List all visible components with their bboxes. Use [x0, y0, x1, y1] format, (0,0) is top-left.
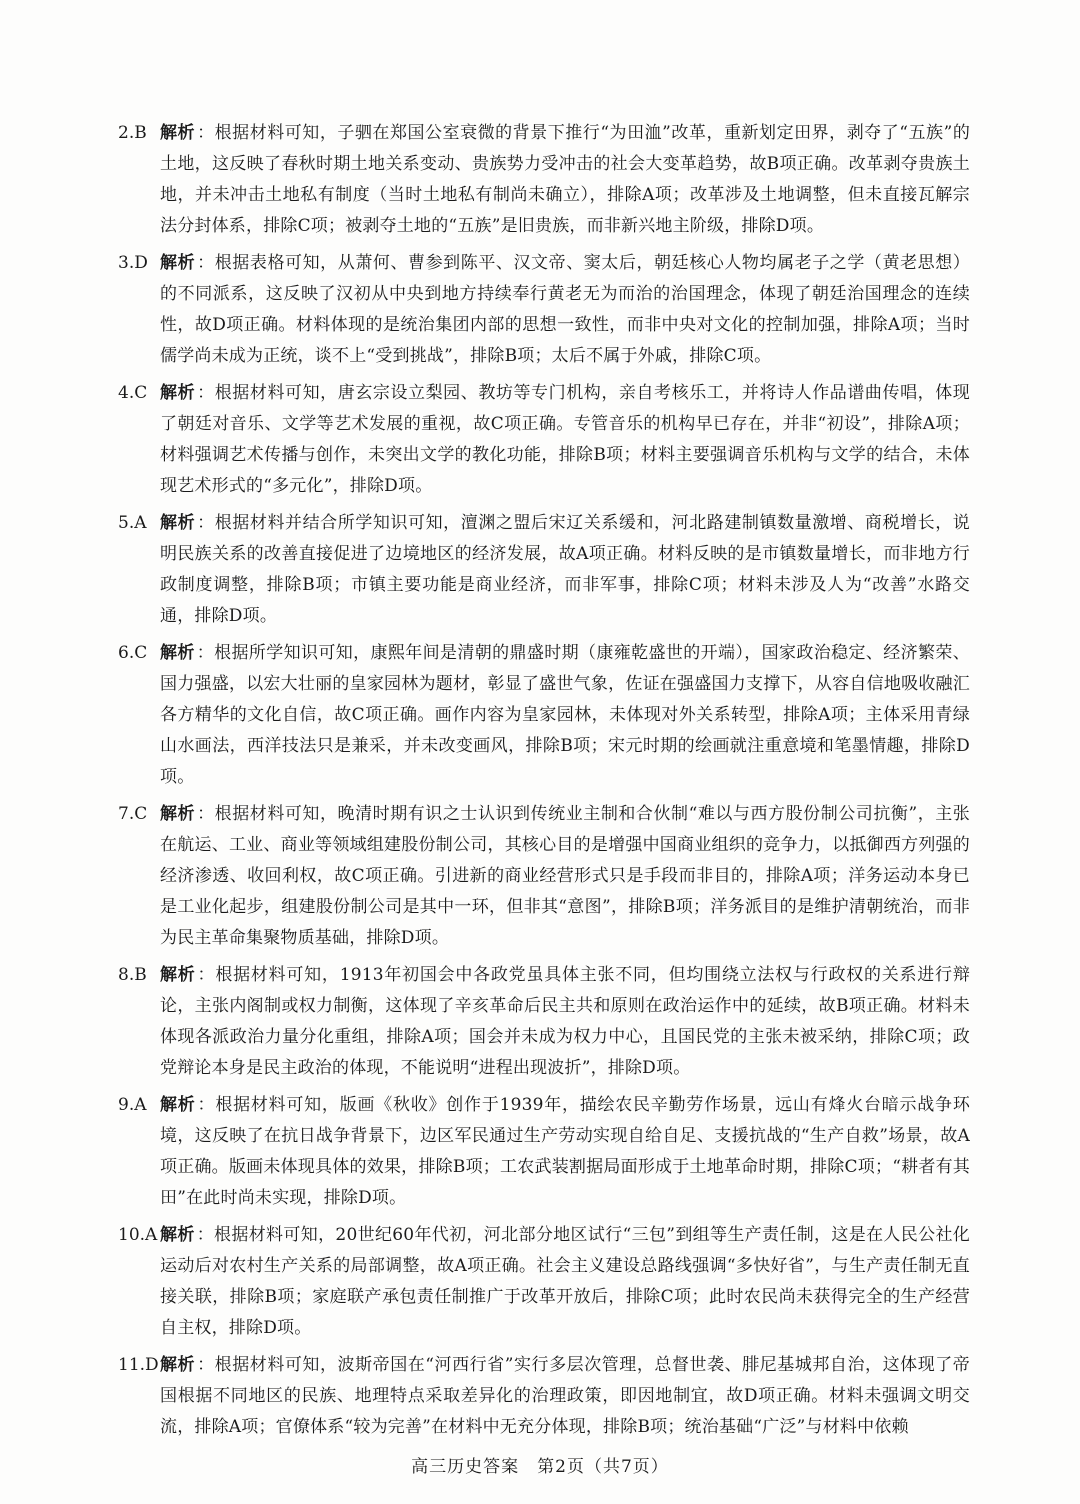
answer-item-5 [118, 508, 970, 632]
answer-item-10 [118, 1220, 970, 1344]
analysis-body: 根据材料可知，版画《秋收》创作于1939年，描绘农民辛勤劳作场景，远山有烽火台暗示战争环境，这反映了在抗日战争背景下，边区军民通过生产劳动实现自给自足、支援抗战的“生产自救”场景，故A项正确。版画未体现具体的效果，排除B项；工农武装割据局面形成于土地革命时期，排除C项；“耕者有其田”在此时尚未实现，排除D项。 [160, 1095, 971, 1208]
analysis-label: 解析 [160, 1095, 196, 1115]
analysis-body: 根据材料并结合所学知识可知，澶渊之盟后宋辽关系缓和，河北路建制镇数量激增、商税增长，说明民族关系的改善直接促进了边境地区的经济发展，故A项正确。材料反映的是市镇数量增长，而非地方行政制度调整，排除B项；市镇主要功能是商业经济，而非军事，排除C项；材料未涉及人为“改善”水路交通，排除D项。 [160, 513, 970, 626]
answer-number: 3.D [118, 253, 148, 273]
analysis-body: 根据材料可知，波斯帝国在“河西行省”实行多层次管理，总督世袭、腓尼基城邦自治，这体现了帝国根据不同地区的民族、地理特点采取差异化的治理政策，即因地制宜，故D项正确。材料未强调文明交流，排除A项；官僚体系“较为完善”在材料中无充分体现，排除B项；统治基础“广泛”与材料中依赖 [160, 1355, 970, 1437]
answer-number: 8.B [118, 965, 147, 985]
analysis-label: 解析 [160, 1355, 196, 1375]
analysis-body: 根据材料可知，晚清时期有识之士认识到传统业主制和合伙制“难以与西方股份制公司抗衡”，主张在航运、工业、商业等领域组建股份制公司，其核心目的是增强中国商业组织的竞争力，以抵御西方列强的经济渗透、收回利权，故C项正确。引进新的商业经营形式只是手段而非目的，排除A项；洋务运动本身已是工业化起步，组建股份制公司是其中一环，但非其“意图”，排除B项；洋务派目的是维护清朝统治，而非为民主革命集聚物质基础，排除D项。 [160, 804, 970, 948]
answer-text: 解析 ：根据材料可知，波斯帝国在“河西行省”实行多层次管理，总督世袭、腓尼基城邦自治，这体现了帝国根据不同地区的民族、地理特点采取差异化的治理政策，即因地制宜，故D项正确。材料未强调文明交流，排除A项；官僚体系“较为完善”在材料中无充分体现，排除B项；统治基础“广泛”与材料中依赖 [160, 1355, 970, 1437]
analysis-body: 根据材料可知，子驷在郑国公室衰微的背景下推行“为田洫”改革，重新划定田界，剥夺了“五族”的土地，这反映了春秋时期土地关系变动、贵族势力受冲击的社会大变革趋势，故B项正确。改革剥夺贵族土地，并未冲击土地私有制度（当时土地私有制尚未确立），排除A项；改革涉及土地调整，但未直接瓦解宗法分封体系，排除C项；被剥夺土地的“五族”是旧贵族，而非新兴地主阶级，排除D项。 [160, 123, 971, 236]
answer-text: 解析 ：根据材料可知，晚清时期有识之士认识到传统业主制和合伙制“难以与西方股份制公司抗衡”，主张在航运、工业、商业等领域组建股份制公司，其核心目的是增强中国商业组织的竞争力，以抵御西方列强的经济渗透、收回利权，故C项正确。引进新的商业经营形式只是手段而非目的，排除A项；洋务运动本身已是工业化起步，组建股份制公司是其中一环，但非其“意图”，排除B项；洋务派目的是维护清朝统治，而非为民主革命集聚物质基础，排除D项。 [160, 804, 970, 948]
analysis-body: 根据所学知识可知，康熙年间是清朝的鼎盛时期（康雍乾盛世的开端），国家政治稳定、经济繁荣、国力强盛，以宏大壮丽的皇家园林为题材，彰显了盛世气象，佐证在强盛国力支撑下，从容自信地吸收融汇各方精华的文化自信，故C项正确。画作内容为皇家园林，未体现对外关系转型，排除A项；主体采用青绿山水画法，西洋技法只是兼采，并未改变画风，排除B项；宋元时期的绘画就注重意境和笔墨情趣，排除D项。 [160, 643, 971, 787]
answer-number: 4.C [118, 383, 148, 403]
answer-number: 10.A [118, 1225, 158, 1245]
answer-number: 7.C [118, 804, 148, 824]
answer-number: 5.A [118, 513, 147, 533]
analysis-label: 解析 [160, 643, 195, 663]
answer-number: 6.C [118, 643, 148, 663]
page-footer: 高三历史答案 第2页（共7页） [411, 1457, 669, 1477]
answer-item-6 [118, 638, 970, 793]
answer-text: 解析 ：根据材料可知，唐玄宗设立梨园、教坊等专门机构，亲自考核乐工，并将诗人作品谱曲传唱，体现了朝廷对音乐、文学等艺术发展的重视，故C项正确。专管音乐的机构早已存在，并非“初设”，排除A项；材料强调艺术传播与创作，未突出文学的教化功能，排除B项；材料主要强调音乐机构与文学的结合，未体现艺术形式的“多元化”，排除D项。 [160, 383, 970, 496]
answer-number: 11.D [118, 1355, 159, 1375]
answer-text: 解析 ：根据材料可知，版画《秋收》创作于1939年，描绘农民辛勤劳作场景，远山有烽火台暗示战争环境，这反映了在抗日战争背景下，边区军民通过生产劳动实现自给自足、支援抗战的“生产自救”场景，故A项正确。版画未体现具体的效果，排除B项；工农武装割据局面形成于土地革命时期，排除C项；“耕者有其田”在此时尚未实现，排除D项。 [160, 1095, 971, 1208]
answer-item-7 [118, 799, 970, 954]
answer-item-9 [118, 1090, 970, 1214]
analysis-body: 根据材料可知，20世纪60年代初，河北部分地区试行“三包”到组等生产责任制，这是在人民公社化运动后对农村生产关系的局部调整，故A项正确。社会主义建设总路线强调“多快好省”，与生产责任制无直接关联，排除B项；家庭联产承包责任制推广于改革开放后，排除C项；此时农民尚未获得完全的生产经营自主权，排除D项。 [160, 1225, 970, 1338]
answer-text: 解析 ：根据材料并结合所学知识可知，澶渊之盟后宋辽关系缓和，河北路建制镇数量激增、商税增长，说明民族关系的改善直接促进了边境地区的经济发展，故A项正确。材料反映的是市镇数量增长，而非地方行政制度调整，排除B项；市镇主要功能是商业经济，而非军事，排除C项；材料未涉及人为“改善”水路交通，排除D项。 [160, 513, 970, 626]
analysis-body: 根据表格可知，从萧何、曹参到陈平、汉文帝、窦太后，朝廷核心人物均属老子之学（黄老思想）的不同派系，这反映了汉初从中央到地方持续奉行黄老无为而治的治国理念，体现了朝廷治国理念的连续性，故D项正确。材料体现的是统治集团内部的思想一致性，而非中央对文化的控制加强，排除A项；当时儒学尚未成为正统，谈不上“受到挑战”，排除B项；太后不属于外戚，排除C项。 [160, 253, 970, 366]
answer-text: 解析 ：根据所学知识可知，康熙年间是清朝的鼎盛时期（康雍乾盛世的开端），国家政治稳定、经济繁荣、国力强盛，以宏大壮丽的皇家园林为题材，彰显了盛世气象，佐证在强盛国力支撑下，从容自信地吸收融汇各方精华的文化自信，故C项正确。画作内容为皇家园林，未体现对外关系转型，排除A项；主体采用青绿山水画法，西洋技法只是兼采，并未改变画风，排除B项；宋元时期的绘画就注重意境和笔墨情趣，排除D项。 [160, 643, 971, 787]
answer-number: 2.B [118, 123, 147, 143]
answer-list [118, 118, 970, 1449]
analysis-body: 根据材料可知，1913年初国会中各政党虽具体主张不同，但均围绕立法权与行政权的关系进行辩论，主张内阁制或权力制衡，这体现了辛亥革命后民主共和原则在政治运作中的延续，故B项正确。材料未体现各派政治力量分化重组，排除A项；国会并未成为权力中心，且国民党的主张未被采纳，排除C项；政党辩论本身是民主政治的体现，不能说明“进程出现波折”，排除D项。 [160, 965, 971, 1078]
answer-text: 解析 ：根据材料可知，20世纪60年代初，河北部分地区试行“三包”到组等生产责任制，这是在人民公社化运动后对农村生产关系的局部调整，故A项正确。社会主义建设总路线强调“多快好省”，与生产责任制无直接关联，排除B项；家庭联产承包责任制推广于改革开放后，排除C项；此时农民尚未获得完全的生产经营自主权，排除D项。 [160, 1225, 970, 1338]
analysis-label: 解析 [160, 383, 196, 403]
answer-text: 解析 ：根据表格可知，从萧何、曹参到陈平、汉文帝、窦太后，朝廷核心人物均属老子之学（黄老思想）的不同派系，这反映了汉初从中央到地方持续奉行黄老无为而治的治国理念，体现了朝廷治国理念的连续性，故D项正确。材料体现的是统治集团内部的思想一致性，而非中央对文化的控制加强，排除A项；当时儒学尚未成为正统，谈不上“受到挑战”，排除B项；太后不属于外戚，排除C项。 [160, 253, 970, 366]
analysis-label: 解析 [160, 253, 196, 273]
analysis-body: 根据材料可知，唐玄宗设立梨园、教坊等专门机构，亲自考核乐工，并将诗人作品谱曲传唱，体现了朝廷对音乐、文学等艺术发展的重视，故C项正确。专管音乐的机构早已存在，并非“初设”，排除A项；材料强调艺术传播与创作，未突出文学的教化功能，排除B项；材料主要强调音乐机构与文学的结合，未体现艺术形式的“多元化”，排除D项。 [160, 383, 970, 496]
analysis-label: 解析 [160, 965, 196, 985]
answer-item-3 [118, 248, 970, 372]
analysis-label: 解析 [160, 513, 196, 533]
answer-item-11 [118, 1350, 970, 1443]
analysis-label: 解析 [160, 804, 196, 824]
analysis-label: 解析 [160, 123, 196, 143]
answer-item-8 [118, 960, 970, 1084]
analysis-label: 解析 [160, 1225, 195, 1245]
answer-item-4 [118, 378, 970, 502]
answer-item-2 [118, 118, 970, 242]
answer-text: 解析 ：根据材料可知，子驷在郑国公室衰微的背景下推行“为田洫”改革，重新划定田界，剥夺了“五族”的土地，这反映了春秋时期土地关系变动、贵族势力受冲击的社会大变革趋势，故B项正确。改革剥夺贵族土地，并未冲击土地私有制度（当时土地私有制尚未确立），排除A项；改革涉及土地调整，但未直接瓦解宗法分封体系，排除C项；被剥夺土地的“五族”是旧贵族，而非新兴地主阶级，排除D项。 [160, 123, 971, 236]
answer-number: 9.A [118, 1095, 147, 1115]
answer-text: 解析 ：根据材料可知，1913年初国会中各政党虽具体主张不同，但均围绕立法权与行政权的关系进行辩论，主张内阁制或权力制衡，这体现了辛亥革命后民主共和原则在政治运作中的延续，故B项正确。材料未体现各派政治力量分化重组，排除A项；国会并未成为权力中心，且国民党的主张未被采纳，排除C项；政党辩论本身是民主政治的体现，不能说明“进程出现波折”，排除D项。 [160, 965, 971, 1078]
